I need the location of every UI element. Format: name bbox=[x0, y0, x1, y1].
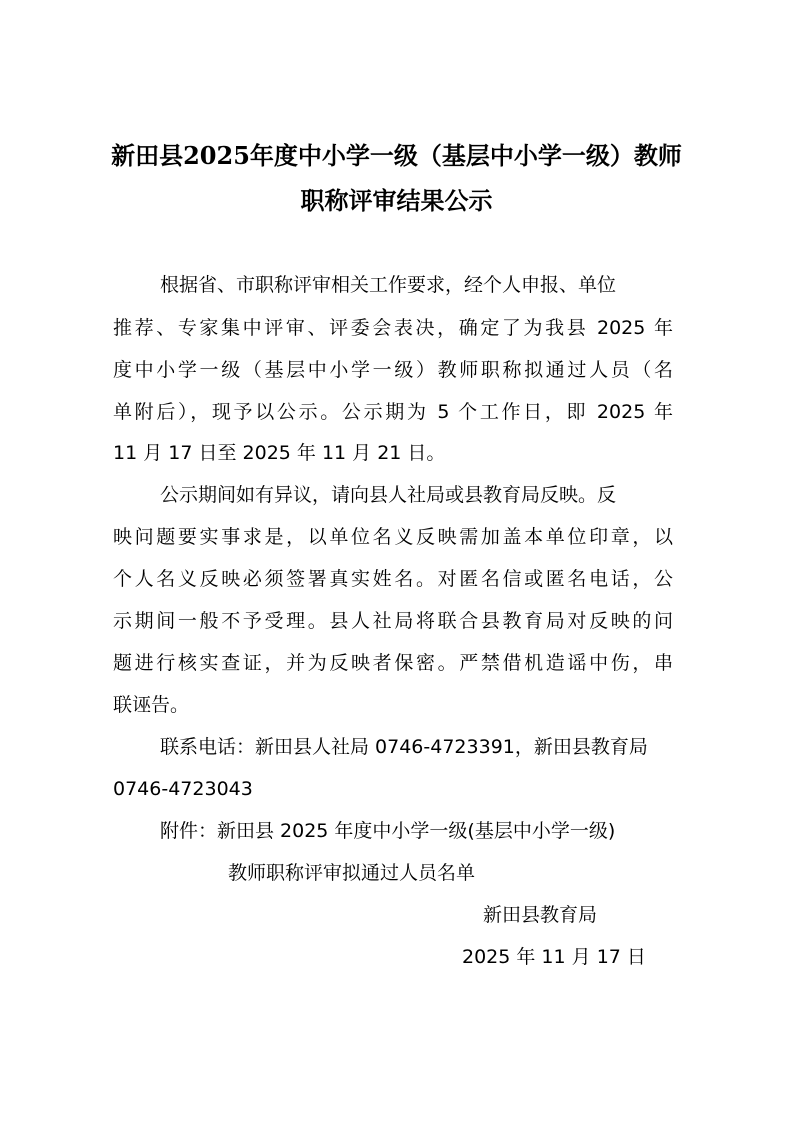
paragraph-2-line-6: 联诬告。 bbox=[113, 694, 190, 716]
paragraph-1-line-4: 单附后），现予以公示。公示期为 5 个工作日，即 2025 年 bbox=[113, 401, 673, 423]
issue-date: 2025 年 11 月 17 日 bbox=[462, 946, 646, 968]
issuer-name: 新田县教育局 bbox=[483, 904, 598, 926]
paragraph-2-line-4: 示期间一般不予受理。县人社局将联合县教育局对反映的问 bbox=[113, 610, 673, 632]
attachment-line-1: 附件：新田县 2025 年度中小学一级(基层中小学一级) bbox=[160, 820, 616, 842]
contact-line-2: 0746-4723043 bbox=[113, 778, 253, 800]
paragraph-2-line-5: 题进行核实查证，并为反映者保密。严禁借机造谣中伤，串 bbox=[113, 652, 673, 674]
paragraph-1-line-2: 推荐、专家集中评审、评委会表决，确定了为我县 2025 年 bbox=[113, 317, 673, 339]
paragraph-1-line-5: 11 月 17 日至 2025 年 11 月 21 日。 bbox=[113, 442, 446, 464]
contact-line-1: 联系电话：新田县人社局 0746-4723391，新田县教育局 bbox=[160, 736, 648, 758]
paragraph-2-line-3: 个人名义反映必须签署真实姓名。对匿名信或匿名电话，公 bbox=[113, 568, 673, 590]
attachment-line-2: 教师职称评审拟通过人员名单 bbox=[228, 862, 476, 884]
paragraph-2-line-2: 映问题要实事求是，以单位名义反映需加盖本单位印章，以 bbox=[113, 526, 673, 548]
document-title-line-1: 新田县2025年度中小学一级（基层中小学一级）教师 bbox=[111, 141, 682, 170]
paragraph-1-line-1: 根据省、市职称评审相关工作要求，经个人申报、单位 bbox=[160, 274, 617, 296]
paragraph-2-line-1: 公示期间如有异议，请向县人社局或县教育局反映。反 bbox=[160, 484, 617, 506]
paragraph-1-line-3: 度中小学一级（基层中小学一级）教师职称拟通过人员（名 bbox=[113, 359, 673, 381]
document-title-line-2: 职称评审结果公示 bbox=[300, 186, 493, 215]
